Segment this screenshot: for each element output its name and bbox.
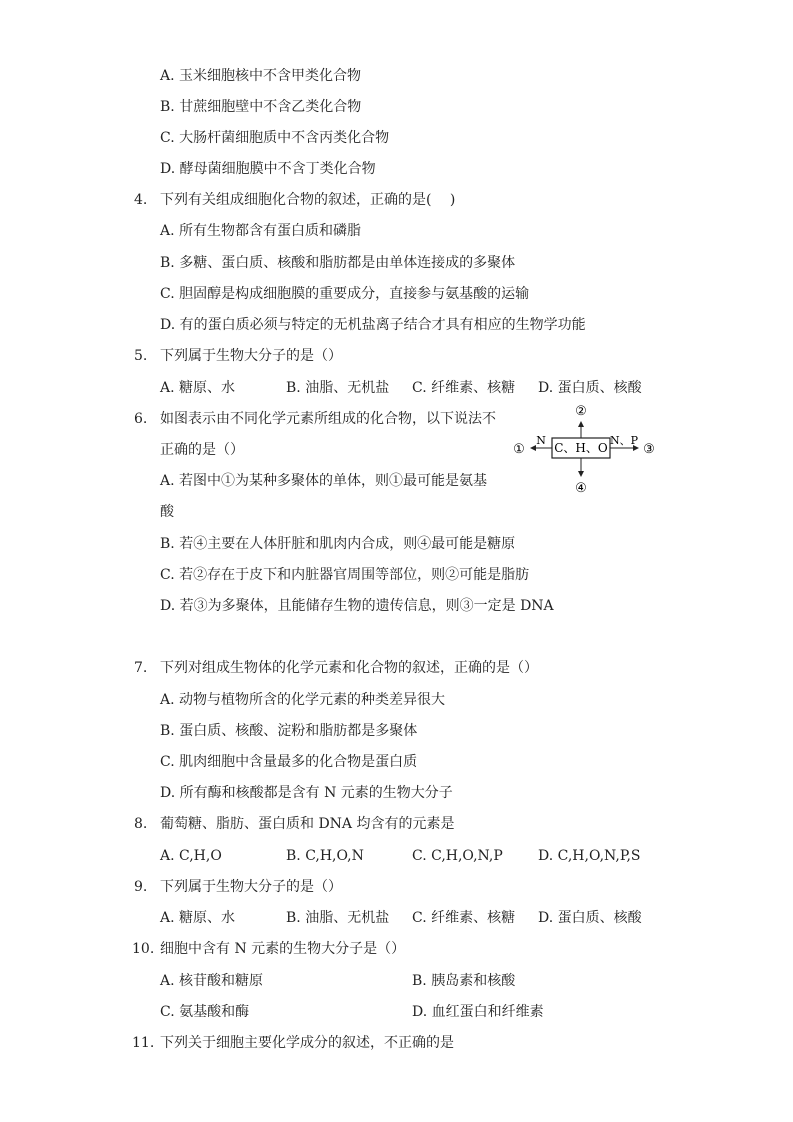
q7-option-d: D. 所有酶和核酸都是含有 N 元素的生物大分子 bbox=[160, 785, 453, 801]
q5-option-a: A. 糖原、水 bbox=[160, 380, 236, 396]
q3-option-c: C. 大肠杆菌细胞质中不含丙类化合物 bbox=[160, 130, 390, 146]
q5-option-b: B. 油脂、无机盐 bbox=[286, 380, 390, 396]
q9-option-c: C. 纤维素、核糖 bbox=[412, 910, 516, 926]
q9-option-d: D. 蛋白质、核酸 bbox=[538, 910, 642, 926]
q7-option-a: A. 动物与植物所含的化学元素的种类差异很大 bbox=[160, 692, 446, 708]
diagram-top-node: ② bbox=[575, 404, 587, 419]
q4-option-d: D. 有的蛋白质必须与特定的无机盐离子结合才具有相应的生物学功能 bbox=[160, 317, 586, 333]
q6-stem-line1: 如图表示由不同化学元素所组成的化合物，以下说法不 bbox=[160, 411, 496, 427]
diagram-right-node: ③ bbox=[643, 442, 655, 457]
q4-option-b: B. 多糖、蛋白质、核酸和脂肪都是由单体连接成的多聚体 bbox=[160, 255, 516, 271]
q6-stem-line2: 正确的是（） bbox=[160, 442, 244, 458]
q6-option-a-line2: 酸 bbox=[160, 504, 174, 520]
diagram-right-arrow-label: N、P bbox=[609, 434, 639, 447]
q5-option-d: D. 蛋白质、核酸 bbox=[538, 380, 642, 396]
q10-option-a: A. 核苷酸和糖原 bbox=[160, 973, 264, 989]
q10-stem: 细胞中含有 N 元素的生物大分子是（） bbox=[160, 941, 406, 957]
q8-number: 8. bbox=[134, 816, 148, 832]
q6-diagram bbox=[505, 400, 665, 500]
q5-stem: 下列属于生物大分子的是（） bbox=[160, 348, 342, 364]
q4-option-a: A. 所有生物都含有蛋白质和磷脂 bbox=[160, 223, 362, 239]
q8-option-c: C. C,H,O,N,P bbox=[412, 848, 503, 864]
q5-option-c: C. 纤维素、核糖 bbox=[412, 380, 516, 396]
diagram-left-arrow-label: N bbox=[536, 434, 546, 447]
diagram-left-node: ① bbox=[513, 442, 525, 457]
q6-option-d: D. 若③为多聚体，且能储存生物的遗传信息，则③一定是 DNA bbox=[160, 598, 554, 614]
q3-option-d: D. 酵母菌细胞膜中不含丁类化合物 bbox=[160, 161, 376, 177]
q7-number: 7. bbox=[134, 660, 148, 676]
q11-number: 11. bbox=[132, 1035, 155, 1051]
q3-option-b: B. 甘蔗细胞壁中不含乙类化合物 bbox=[160, 99, 362, 115]
q6-option-a-line1: A. 若图中①为某种多聚体的单体，则①最可能是氨基 bbox=[160, 473, 488, 489]
q9-number: 9. bbox=[134, 879, 148, 895]
q3-option-a: A. 玉米细胞核中不含甲类化合物 bbox=[160, 68, 362, 84]
q10-option-c: C. 氨基酸和酶 bbox=[160, 1004, 250, 1020]
q9-option-a: A. 糖原、水 bbox=[160, 910, 236, 926]
q6-number: 6. bbox=[134, 411, 148, 427]
diagram-center-label: C、H、O bbox=[554, 441, 608, 455]
q8-option-a: A. C,H,O bbox=[160, 848, 222, 864]
diagram-bottom-node: ④ bbox=[575, 481, 587, 496]
q7-option-c: C. 肌肉细胞中含量最多的化合物是蛋白质 bbox=[160, 754, 418, 770]
q4-option-c: C. 胆固醇是构成细胞膜的重要成分，直接参与氨基酸的运输 bbox=[160, 286, 530, 302]
q10-option-d: D. 血红蛋白和纤维素 bbox=[412, 1004, 544, 1020]
q6-option-b: B. 若④主要在人体肝脏和肌肉内合成，则④最可能是糖原 bbox=[160, 536, 516, 552]
q11-stem: 下列关于细胞主要化学成分的叙述，不正确的是 bbox=[160, 1035, 454, 1051]
q5-number: 5. bbox=[134, 348, 148, 364]
q10-number: 10. bbox=[132, 941, 155, 957]
q7-stem: 下列对组成生物体的化学元素和化合物的叙述，正确的是（） bbox=[160, 660, 538, 676]
q4-stem: 下列有关组成细胞化合物的叙述，正确的是( ) bbox=[160, 192, 456, 208]
q9-option-b: B. 油脂、无机盐 bbox=[286, 910, 390, 926]
q8-stem: 葡萄糖、脂肪、蛋白质和 DNA 均含有的元素是 bbox=[160, 816, 455, 832]
q9-stem: 下列属于生物大分子的是（） bbox=[160, 879, 342, 895]
q10-option-b: B. 胰岛素和核酸 bbox=[412, 973, 516, 989]
q4-number: 4. bbox=[134, 192, 148, 208]
q7-option-b: B. 蛋白质、核酸、淀粉和脂肪都是多聚体 bbox=[160, 723, 418, 739]
q6-option-c: C. 若②存在于皮下和内脏器官周围等部位，则②可能是脂肪 bbox=[160, 567, 530, 583]
q8-option-b: B. C,H,O,N bbox=[286, 848, 364, 864]
q8-option-d: D. C,H,O,N,P,S bbox=[538, 848, 641, 864]
